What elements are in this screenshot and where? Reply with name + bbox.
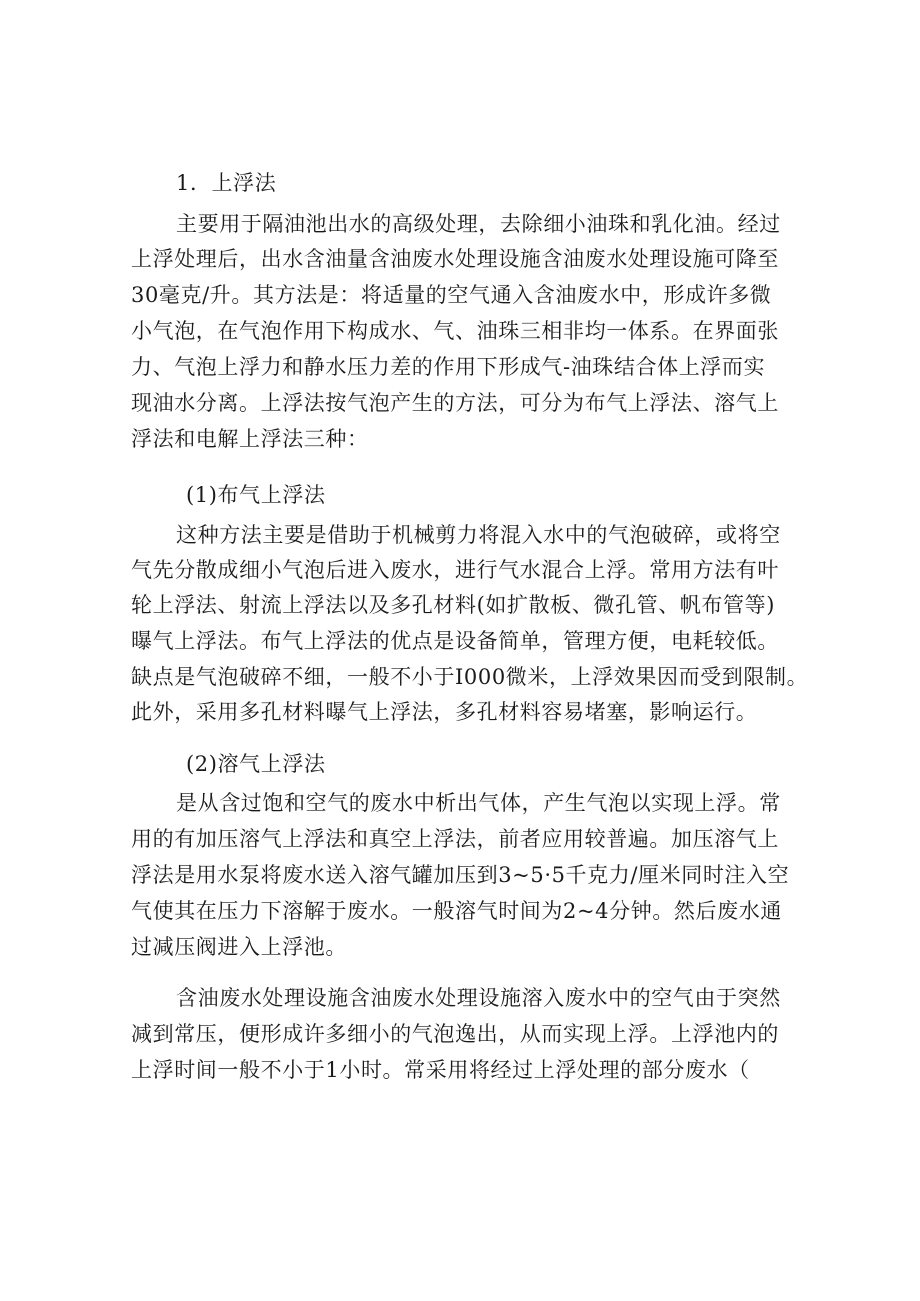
paragraph-line: 减到常压，便形成许多细小的气泡逸出，从而实现上浮。上浮池内的 (131, 1022, 779, 1046)
paragraph-line: 主要用于隔油池出水的高级处理，去除细小油珠和乳化油。经过 (176, 212, 781, 236)
paragraph-line: 上浮时间一般不小于1小时。常采用将经过上浮处理的部分废水（ (131, 1058, 750, 1082)
subsection-heading: (1)布气上浮法 (186, 483, 326, 507)
paragraph-line: 用的有加压溶气上浮法和真空上浮法，前者应用较普遍。加压溶气上 (131, 827, 779, 851)
paragraph-line: 上浮处理后，出水含油量含油废水处理设施含油废水处理设施可降至 (131, 247, 779, 271)
paragraph-line: 气先分散成细小气泡后进入废水，进行气水混合上浮。常用方法有叶 (131, 558, 779, 582)
paragraph-line: 30毫克/升。其方法是：将适量的空气通入含油废水中，形成许多微 (131, 283, 772, 307)
paragraph-line: 这种方法主要是借助于机械剪力将混入水中的气泡破碎，或将空 (176, 523, 781, 547)
section-heading: 1．上浮法 (176, 171, 277, 195)
paragraph-line: 现油水分离。上浮法按气泡产生的方法，可分为布气上浮法、溶气上 (131, 391, 779, 415)
paragraph-line: 小气泡，在气泡作用下构成水、气、油珠三相非均一体系。在界面张 (131, 319, 779, 343)
paragraph-line: 过减压阀进入上浮池。 (131, 935, 347, 959)
paragraph-line: 缺点是气泡破碎不细，一般不小于I000微米，上浮效果因而受到限制。 (131, 665, 809, 689)
paragraph-line: 含油废水处理设施含油废水处理设施溶入废水中的空气由于突然 (176, 986, 781, 1010)
paragraph-line: 是从含过饱和空气的废水中析出气体，产生气泡以实现上浮。常 (176, 791, 781, 815)
subsection-heading: (2)溶气上浮法 (186, 752, 326, 776)
paragraph-line: 力、气泡上浮力和静水压力差的作用下形成气-油珠结合体上浮而实 (131, 355, 766, 379)
paragraph-line: 浮法是用水泵将废水送入溶气罐加压到3~5·5千克力/厘米同时注入空 (131, 863, 790, 887)
paragraph-line: 此外，采用多孔材料曝气上浮法，多孔材料容易堵塞，影响运行。 (131, 700, 758, 724)
paragraph-line: 曝气上浮法。布气上浮法的优点是设备简单，管理方便，电耗较低。 (131, 629, 779, 653)
paragraph-line: 浮法和电解上浮法三种： (131, 427, 369, 451)
paragraph-line: 气使其在压力下溶解于废水。一般溶气时间为2~4分钟。然后废水通 (131, 899, 782, 923)
paragraph-line: 轮上浮法、射流上浮法以及多孔材料(如扩散板、微孔管、帆布管等) (131, 593, 775, 617)
